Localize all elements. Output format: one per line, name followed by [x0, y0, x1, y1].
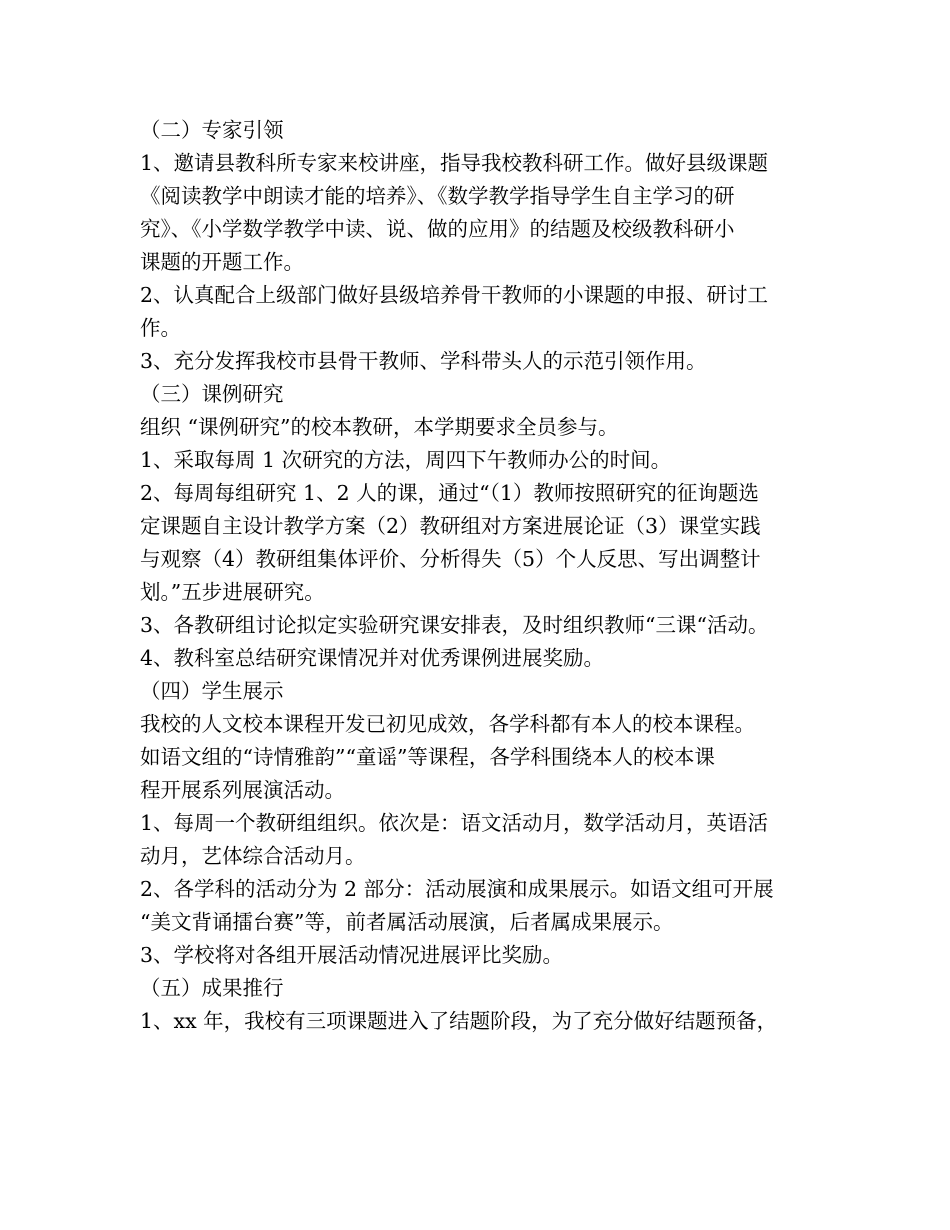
- paragraph-line: 2、认真配合上级部门做好县级培养骨干教师的小课题的申报、研讨工: [140, 283, 769, 307]
- section-heading-student-showcase: （四）学生展示: [140, 679, 284, 703]
- paragraph-line: 2、每周每组研究 1、2 人的课，通过“（1）教师按照研究的征询题选: [140, 481, 759, 505]
- paragraph-line: 3、充分发挥我校市县骨干教师、学科带头人的示范引领作用。: [140, 349, 707, 373]
- paragraph-line: “美文背诵擂台赛”等，前者属活动展演，后者属成果展示。: [140, 910, 674, 934]
- paragraph-line: 1、xx 年，我校有三项课题进入了结题阶段，为了充分做好结题预备，: [140, 1009, 778, 1033]
- paragraph-line: 究》、《小学数学教学中读、说、做的应用》的结题及校级教科研小: [140, 217, 735, 241]
- paragraph-line: 课题的开题工作。: [140, 250, 304, 274]
- paragraph-line: 动月，艺体综合活动月。: [140, 844, 366, 868]
- paragraph-line: 程开展系列展演活动。: [140, 778, 345, 802]
- paragraph-line: 组织 “课例研究”的校本教研，本学期要求全员参与。: [140, 415, 619, 439]
- paragraph-line: 与观察（4）教研组集体评价、分析得失（5）个人反思、写出调整计: [140, 547, 761, 571]
- paragraph-line: 作。: [140, 316, 181, 340]
- paragraph-line: 如语文组的“诗情雅韵”“童谣”等课程，各学科围绕本人的校本课: [140, 745, 715, 769]
- paragraph-line: 1、每周一个教研组组织。依次是：语文活动月，数学活动月，英语活: [140, 811, 769, 835]
- section-heading-expert-guidance: （二）专家引领: [140, 118, 284, 142]
- paragraph-line: 4、教科室总结研究课情况并对优秀课例进展奖励。: [140, 646, 605, 670]
- paragraph-line: 定课题自主设计教学方案（2）教研组对方案进展论证（3）课堂实践: [140, 514, 761, 538]
- paragraph-line: 1、采取每周 1 次研究的方法，周四下午教师办公的时间。: [140, 448, 672, 472]
- paragraph-line: 《阅读教学中朗读才能的培养》、《数学教学指导学生自主学习的研: [140, 184, 735, 208]
- paragraph-line: 3、各教研组讨论拟定实验研究课安排表，及时组织教师“三课“活动。: [140, 613, 769, 637]
- paragraph-line: 划。”五步进展研究。: [140, 580, 325, 604]
- document-body: [140, 114, 820, 1038]
- paragraph-line: 2、各学科的活动分为 2 部分：活动展演和成果展示。如语文组可开展: [140, 877, 774, 901]
- section-heading-results-promotion: （五）成果推行: [140, 976, 284, 1000]
- paragraph-line: 1、邀请县教科所专家来校讲座，指导我校教科研工作。做好县级课题: [140, 151, 769, 175]
- paragraph-line: 我校的人文校本课程开发已初见成效，各学科都有本人的校本课程。: [140, 712, 755, 736]
- paragraph-line: 3、学校将对各组开展活动情况进展评比奖励。: [140, 943, 564, 967]
- section-heading-lesson-study: （三）课例研究: [140, 382, 284, 406]
